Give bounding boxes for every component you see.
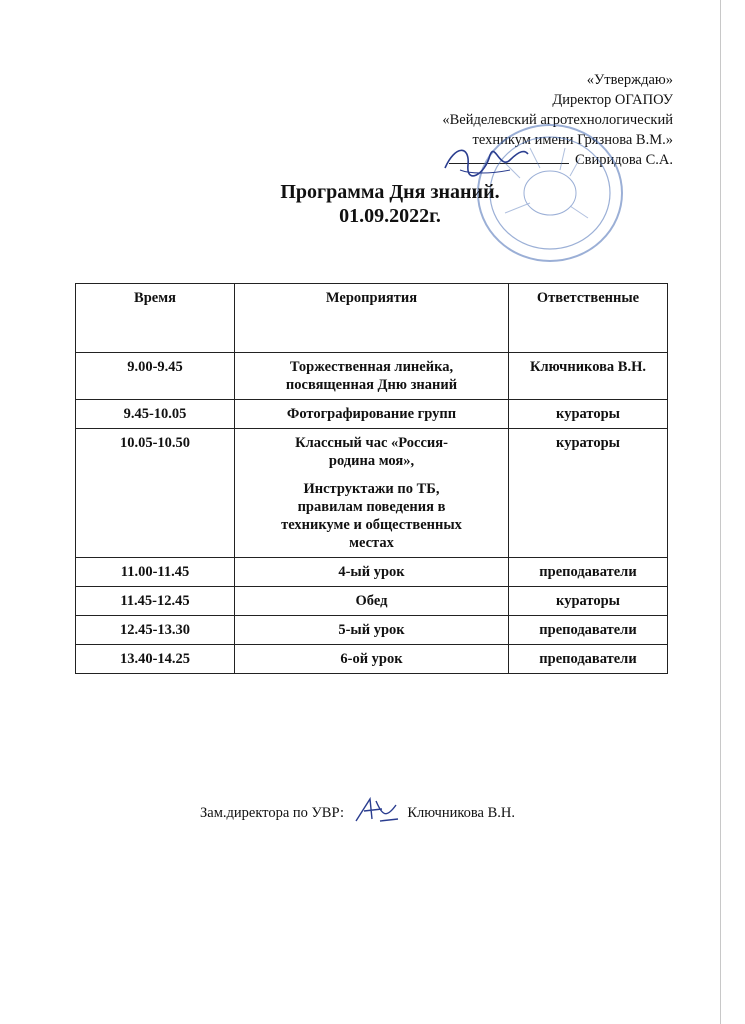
cell-time: 11.45-12.45 <box>76 587 235 616</box>
cell-responsible: преподаватели <box>509 616 668 645</box>
activity-line: Фотографирование групп <box>286 406 457 422</box>
cell-activity <box>235 558 509 587</box>
cell-responsible: преподаватели <box>509 645 668 674</box>
cell-responsible: кураторы <box>509 587 668 616</box>
page-edge-line <box>720 0 721 1024</box>
cell-activity <box>235 587 509 616</box>
approval-line-4: техникум имени Грязнова В.М.» <box>472 132 673 148</box>
header-time: Время <box>76 284 235 353</box>
cell-activity <box>235 645 509 674</box>
activity-line: Торжественная линейка, <box>289 359 454 375</box>
cell-activity <box>235 616 509 645</box>
activity-line: Инструктажи по ТБ, <box>303 481 440 497</box>
cell-time: 13.40-14.25 <box>76 645 235 674</box>
table-row <box>76 558 668 587</box>
approval-signer: Свиридова С.А. <box>574 152 673 168</box>
table-row <box>76 429 668 558</box>
cell-responsible: Ключникова В.Н. <box>509 353 668 400</box>
cell-activity <box>235 429 509 558</box>
deputy-signature-icon <box>352 795 400 827</box>
table-row <box>76 353 668 400</box>
program-table <box>75 283 668 674</box>
activity-line: 5-ый урок <box>338 622 405 638</box>
table-row <box>76 645 668 674</box>
activity-line: техникуме и общественных <box>281 517 462 533</box>
cell-time: 10.05-10.50 <box>76 429 235 558</box>
footer-label: Зам.директора по УВР: <box>200 805 345 821</box>
cell-activity <box>235 353 509 400</box>
approval-line-3: «Вейделевский агротехнологический <box>442 112 673 128</box>
header-activities: Мероприятия <box>235 284 509 353</box>
footer-name: Ключникова В.Н. <box>407 805 516 821</box>
cell-time: 9.45-10.05 <box>76 400 235 429</box>
cell-responsible: преподаватели <box>509 558 668 587</box>
activity-line: 4-ый урок <box>338 564 405 580</box>
cell-time: 11.00-11.45 <box>76 558 235 587</box>
title-date: 01.09.2022г. <box>339 205 441 227</box>
cell-responsible: кураторы <box>509 400 668 429</box>
activity-line: Классный час «Россия- <box>295 435 448 451</box>
table-row <box>76 400 668 429</box>
table-row <box>76 587 668 616</box>
cell-responsible: кураторы <box>509 429 668 558</box>
cell-activity <box>235 400 509 429</box>
activity-line: Обед <box>355 593 388 609</box>
table-row <box>76 616 668 645</box>
cell-time: 9.00-9.45 <box>76 353 235 400</box>
activity-line: правилам поведения в <box>297 499 446 515</box>
activity-line: родина моя», <box>328 453 415 469</box>
title-line-1: Программа Дня знаний. <box>280 181 500 203</box>
cell-time: 12.45-13.30 <box>76 616 235 645</box>
director-signature-icon <box>440 140 530 180</box>
activity-line: 6-ой урок <box>340 651 403 667</box>
activity-spacer <box>239 470 504 480</box>
activity-line: местах <box>349 535 394 551</box>
document-title <box>230 180 550 228</box>
approval-line-2: Директор ОГАПОУ <box>552 92 673 108</box>
table-header-row <box>76 284 668 353</box>
approval-line-1: «Утверждаю» <box>586 72 673 88</box>
activity-line: посвященная Дню знаний <box>285 377 458 393</box>
footer-signature-line <box>200 795 620 827</box>
header-responsible: Ответственные <box>509 284 668 353</box>
